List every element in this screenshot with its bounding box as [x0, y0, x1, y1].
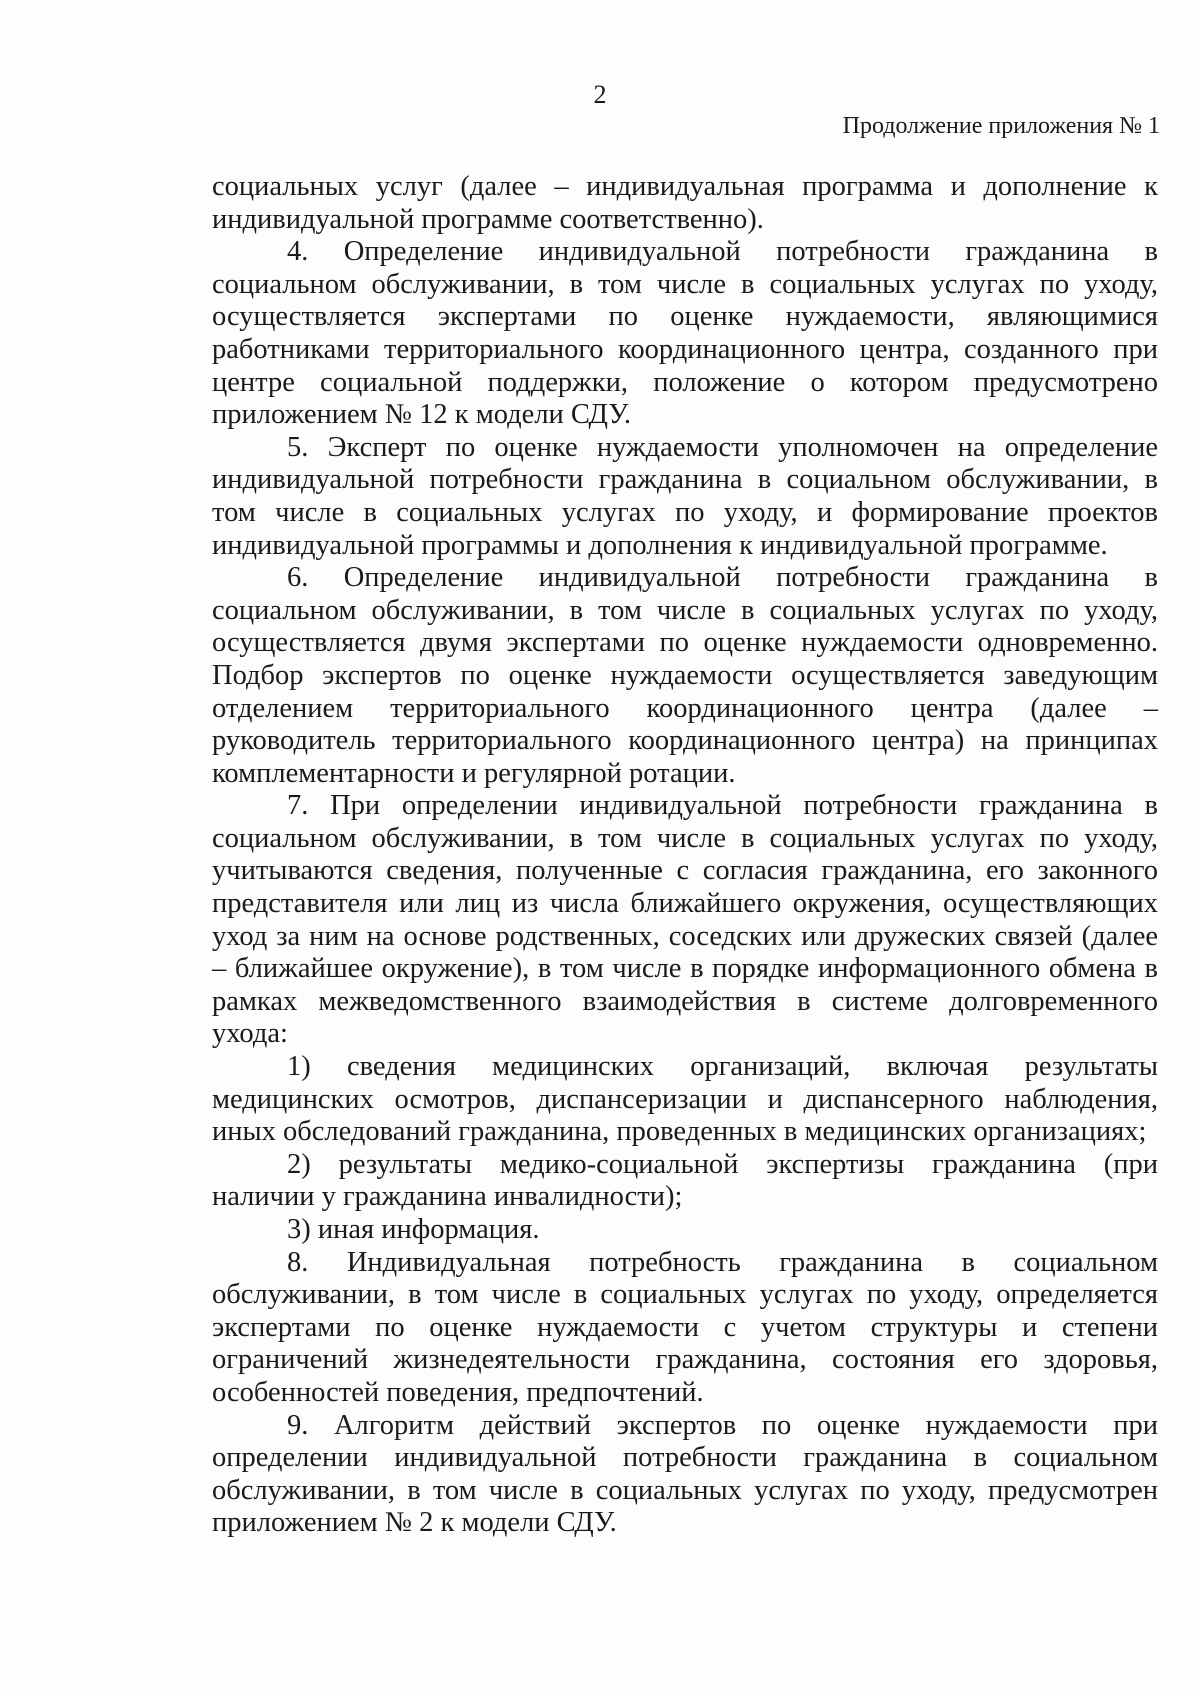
paragraph-item-5: 5. Эксперт по оценке нуждаемости уполномочен на определение индивидуальной потребности гражданина в социальном обслуживании, в том числе в социальных услугах по уходу, и формирование проектов индивидуальной программы и дополнения к индивидуальной программе.: [212, 431, 1158, 561]
paragraph-item-6: 6. Определение индивидуальной потребности гражданина в социальном обслуживании, в том числе в социальных услугах по уходу, осуществляется двумя экспертами по оценке нуждаемости одновременно. Подбор экспертов по оценке нуждаемости осуществляется заведующим отделением территориального координационного центра (далее – руководитель территориального координационного центра) на принципах комплементарности и регулярной ротации.: [212, 562, 1158, 789]
list-item-2: 2) результаты медико-социальной экспертизы гражданина (при наличии у гражданина инвалидности);: [212, 1148, 1158, 1213]
running-header: Продолжение приложения № 1: [842, 113, 1160, 139]
list-item-3: 3) иная информация.: [287, 1214, 540, 1245]
paragraph-item-4: 4. Определение индивидуальной потребности гражданина в социальном обслуживании, в том числе в социальных услугах по уходу, осуществляется экспертами по оценке нуждаемости, являющимися работниками территориального координационного центра, созданного при центре социальной поддержки, положение о котором предусмотрено приложением № 12 к модели СДУ.: [212, 236, 1158, 431]
paragraph-item-7: 7. При определении индивидуальной потребности гражданина в социальном обслуживании, в том числе в социальных услугах по уходу, учитываются сведения, полученные с согласия гражданина, его законного представителя или лиц из числа ближайшего окружения, осуществляющих уход за ним на основе родственных, соседских или дружеских связей (далее – ближайшее окружение), в том числе в порядке информационного обмена в рамках межведомственного взаимодействия в системе долговременного ухода:: [212, 790, 1158, 1050]
paragraph-item-9: 9. Алгоритм действий экспертов по оценке нуждаемости при определении индивидуальной потребности гражданина в социальном обслуживании, в том числе в социальных услугах по уходу, предусмотрен приложением № 2 к модели СДУ.: [212, 1409, 1158, 1539]
paragraph-continuation: социальных услуг (далее – индивидуальная программа и дополнение к индивидуальной программе соответственно).: [212, 171, 1158, 235]
list-item-1: 1) сведения медицинских организаций, включая результаты медицинских осмотров, диспансеризации и диспансерного наблюдения, иных обследований гражданина, проведенных в медицинских организациях;: [212, 1051, 1158, 1148]
paragraph-item-8: 8. Индивидуальная потребность гражданина в социальном обслуживании, в том числе в социальных услугах по уходу, определяется экспертами по оценке нуждаемости с учетом структуры и степени ограничений жизнедеятельности гражданина, состояния его здоровья, особенностей поведения, предпочтений.: [212, 1246, 1158, 1408]
page-number: 2: [593, 80, 607, 109]
document-body: [212, 171, 1158, 1540]
